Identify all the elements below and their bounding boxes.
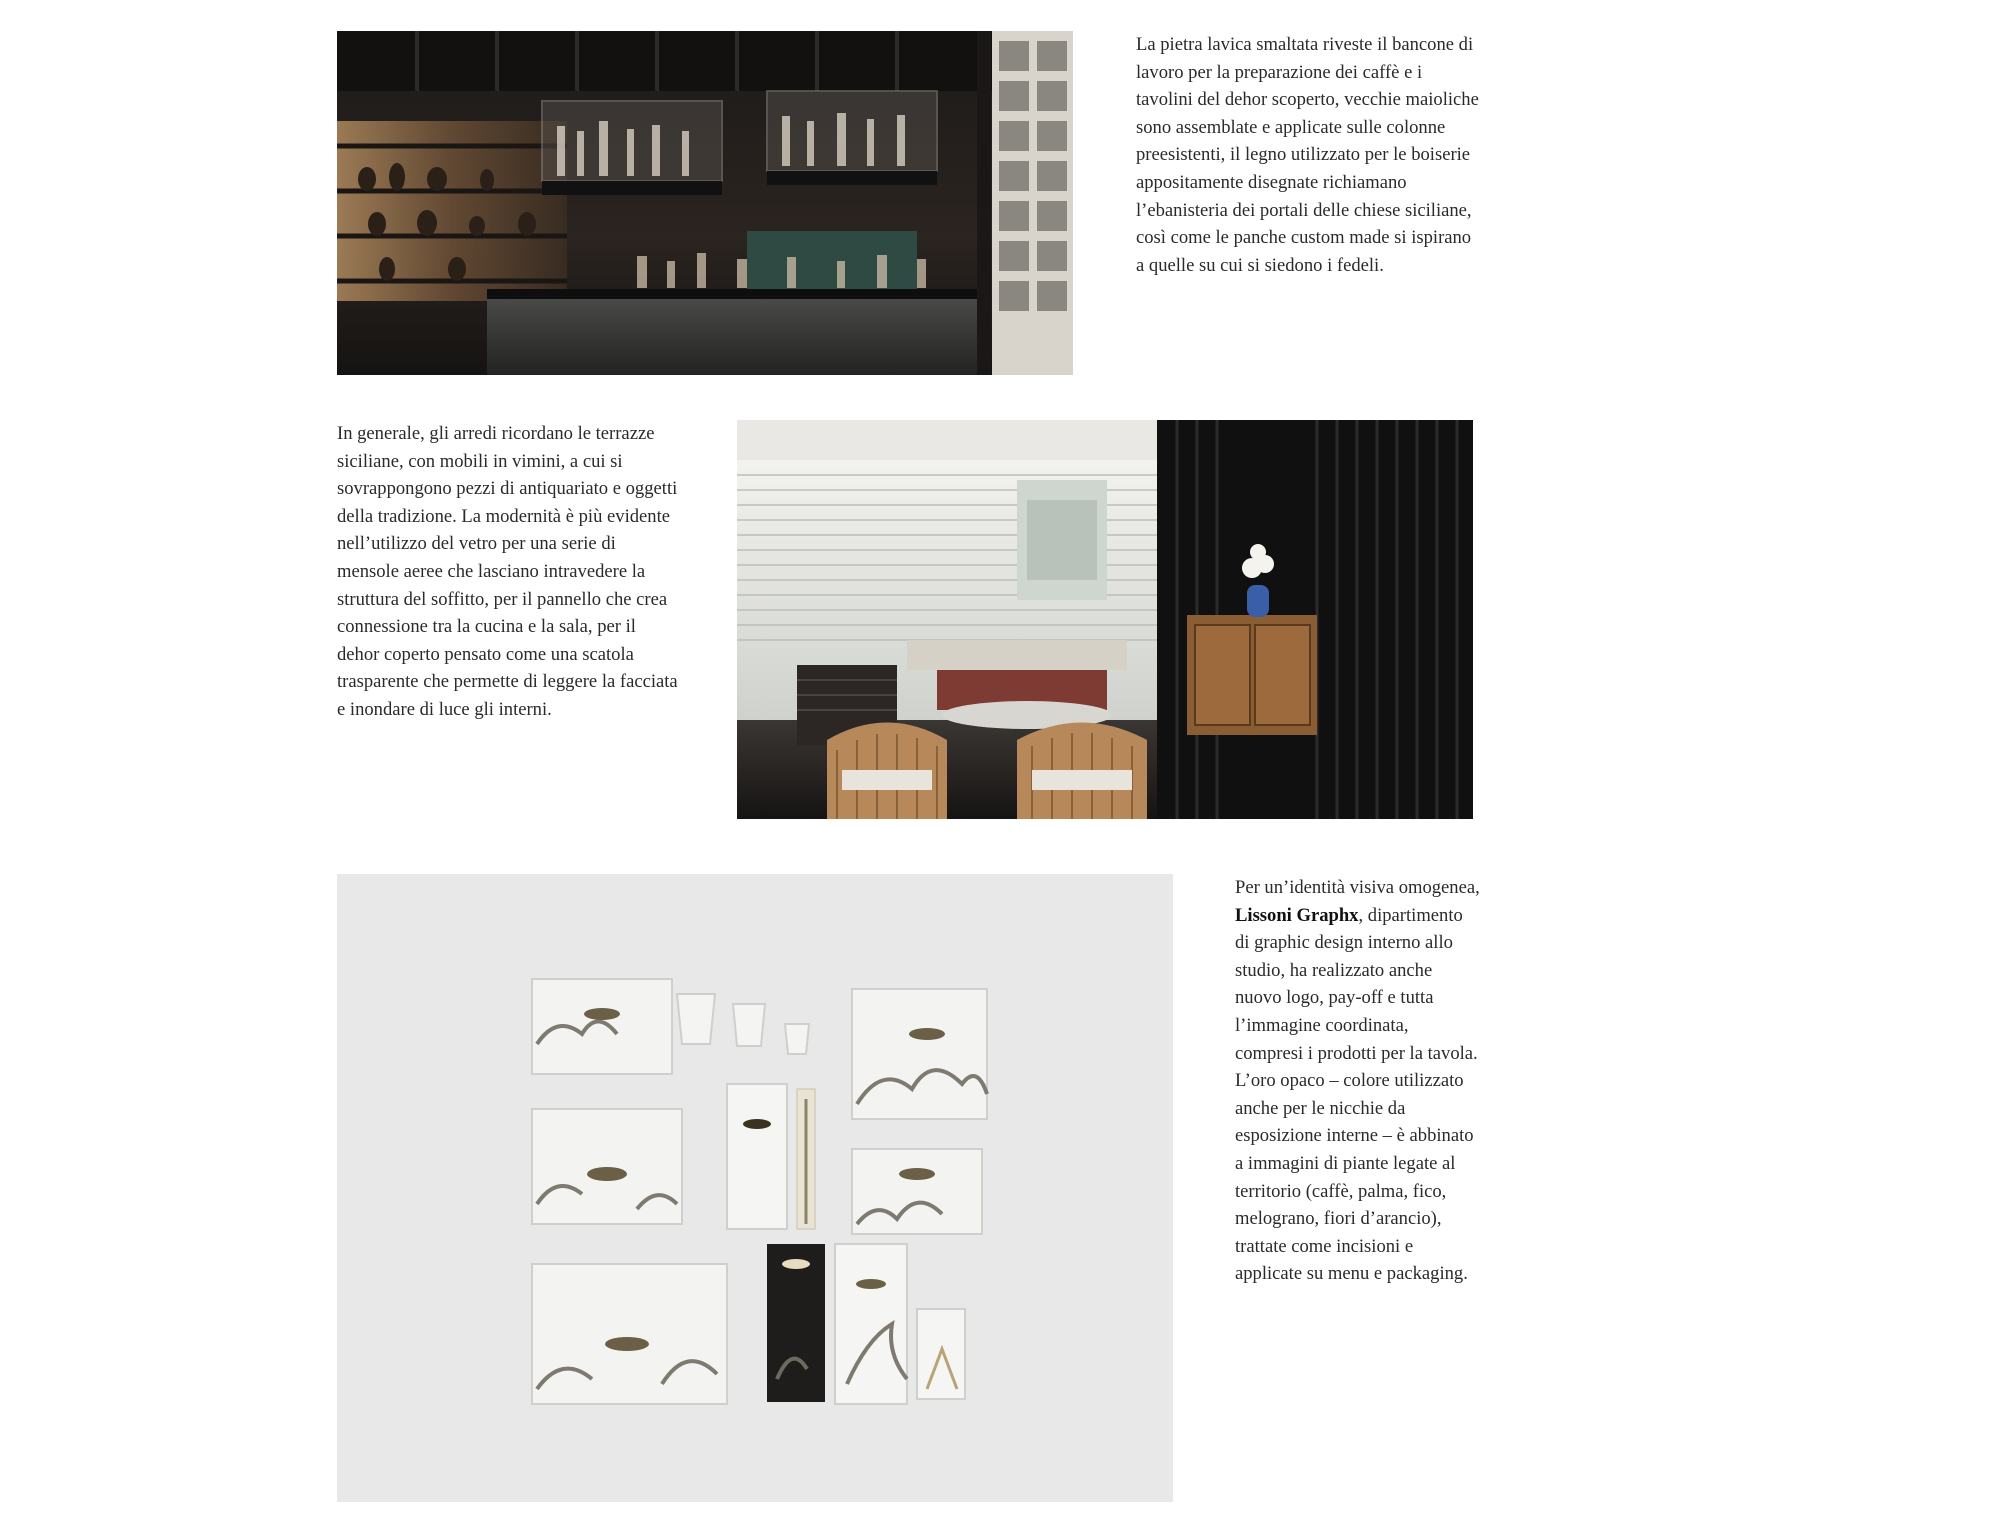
section-3-paragraph xyxy=(1235,874,1480,1288)
paragraph-text xyxy=(1235,874,1480,1288)
paragraph-text-end: , dipartimento di graphic design interno allo studio, ha realizzato anche nuovo logo, pay-off e tutta l’immagine coordinata, compresi i prodotti per la tavola. L’oro opaco – colore utilizzato anche per le nicchie da esposizione interne – è abbinato a immagini di piante legate al territorio (caffè, palma, fico, melograno, fiori d’arancio), trattate come incisioni e applicate su menu e packaging. xyxy=(1235,904,1478,1285)
studio-name: Lissoni Graphx xyxy=(1235,904,1359,926)
lounge-interior-photo xyxy=(737,420,1473,819)
visual-identity-packaging-photo xyxy=(337,874,1173,1502)
section-2-paragraph xyxy=(337,420,682,724)
bar-interior-photo xyxy=(337,31,1073,375)
paragraph-text: In generale, gli arredi ricordano le terrazze siciliane, con mobili in vimini, a cui si sovrappongono pezzi di antiquariato e oggetti della tradizione. La modernità è più evidente nell’utilizzo del vetro per una serie di mensole aeree che lasciano intravedere la struttura del soffitto, per il pannello che crea connessione tra la cucina e la sala, per il dehor coperto pensato come una scatola trasparente che permette di leggere la facciata e inondare di luce gli interni. xyxy=(337,423,678,720)
section-1-paragraph xyxy=(1136,31,1481,279)
paragraph-text: La pietra lavica smaltata riveste il bancone di lavoro per la preparazione dei caffè e i tavolini del dehor scoperto, vecchie maioliche sono assemblate e applicate sulle colonne preesistenti, il legno utilizzato per le boiserie appositamente disegnate richiamano l’ebanisteria dei portali delle chiese siciliane, così come le panche custom made si ispirano a quelle su cui si siedono i fedeli. xyxy=(1136,34,1479,276)
paragraph-text-start: Per un’identità visiva omogenea, xyxy=(1235,877,1480,898)
